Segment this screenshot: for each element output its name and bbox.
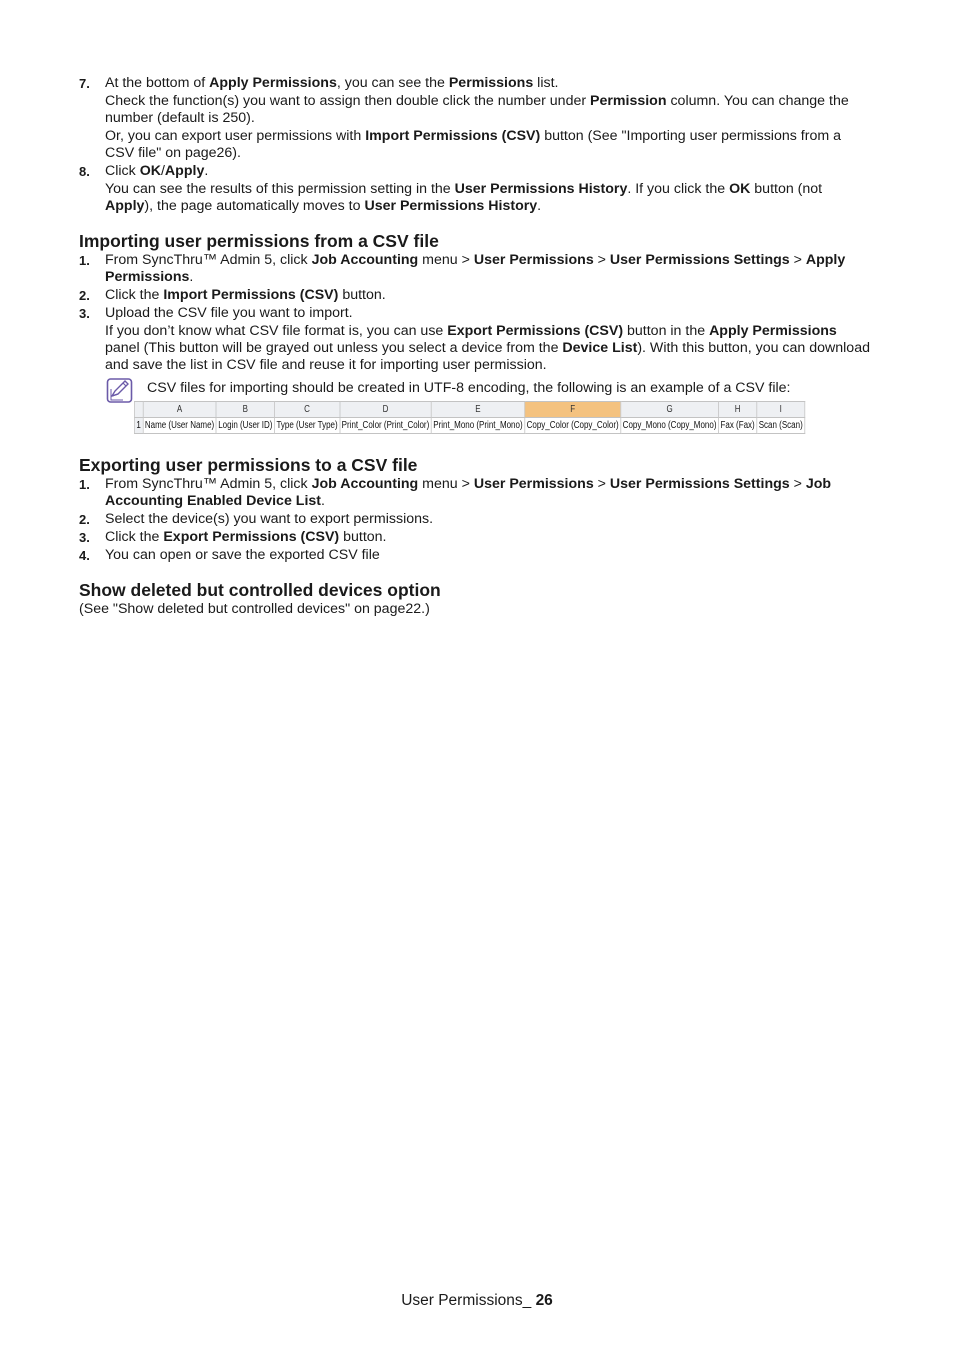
footer-section: User Permissions_ xyxy=(401,1292,536,1309)
bold-term: Apply Permissions xyxy=(209,75,337,91)
csv-column-header: H xyxy=(718,402,756,418)
page-footer xyxy=(0,1292,954,1310)
step-number: 1. xyxy=(79,253,90,268)
step-paragraph xyxy=(105,529,874,546)
deleted-devices-heading: Show deleted but controlled devices option xyxy=(79,580,441,600)
csv-cell: Scan (Scan) xyxy=(757,418,805,434)
bold-term: Import Permissions (CSV) xyxy=(365,128,541,144)
note-text: CSV files for importing should be created in UTF-8 encoding, the following is an example of a CSV file: xyxy=(147,380,791,396)
step-number: 3. xyxy=(79,306,90,321)
text-run: button (not xyxy=(750,181,823,197)
csv-column-header: E xyxy=(431,402,524,418)
bold-term: User Permissions xyxy=(473,252,594,268)
list-item xyxy=(79,163,874,215)
step-number: 1. xyxy=(79,477,90,492)
text-run: . If you click the xyxy=(627,181,730,197)
bold-term: Apply Permissions xyxy=(105,252,846,285)
text-run: You can see the results of this permission setting in the xyxy=(105,181,455,197)
bold-term: Device List xyxy=(562,340,638,356)
bold-term: User Permissions Settings xyxy=(609,252,790,268)
list-item xyxy=(79,547,874,564)
step-paragraph xyxy=(105,476,874,510)
csv-column-header-row xyxy=(134,402,804,418)
apply-permissions-steps xyxy=(79,75,874,215)
text-run: Or, you can export user permissions with xyxy=(105,128,366,144)
csv-cell: Name (User Name) xyxy=(143,418,216,434)
text-run: / xyxy=(160,163,165,179)
text-run: > xyxy=(789,252,806,268)
text-run: > xyxy=(593,476,610,492)
step-paragraph xyxy=(105,511,874,528)
bold-term: Import Permissions (CSV) xyxy=(163,287,339,303)
note-pencil-icon xyxy=(106,376,134,404)
page-number: 26 xyxy=(535,1292,553,1309)
csv-column-header: I xyxy=(757,402,805,418)
list-item xyxy=(79,476,874,510)
bold-term: Job Accounting xyxy=(311,476,419,492)
csv-column-header: G xyxy=(621,402,719,418)
deleted-devices-reference: (See "Show deleted but controlled devices" on page22.) xyxy=(79,601,430,617)
text-run: button (See "Importing user permissions from a CSV file" on page26). xyxy=(105,128,841,161)
text-run: Click xyxy=(105,163,140,179)
bold-term: Export Permissions (CSV) xyxy=(447,323,624,339)
import-heading: Importing user permissions from a CSV file xyxy=(79,231,439,251)
csv-cell: Print_Mono (Print_Mono) xyxy=(431,418,524,434)
bold-term: Job Accounting xyxy=(311,252,419,268)
step-number: 7. xyxy=(79,76,90,91)
step-number: 2. xyxy=(79,512,90,527)
step-paragraph xyxy=(105,323,874,374)
list-item xyxy=(79,252,874,286)
csv-cell: Copy_Mono (Copy_Mono) xyxy=(621,418,719,434)
bold-term: Apply xyxy=(105,198,145,214)
csv-column-header: D xyxy=(340,402,432,418)
bold-term: Export Permissions (CSV) xyxy=(163,529,340,545)
csv-example-table xyxy=(134,401,805,434)
bold-term: Apply xyxy=(164,163,205,179)
csv-data-row xyxy=(134,418,804,434)
text-run: menu > xyxy=(418,476,474,492)
csv-column-header: F xyxy=(525,402,621,418)
step-number: 4. xyxy=(79,548,90,563)
csv-column-header: B xyxy=(216,402,274,418)
text-run: If you don’t know what CSV file format is, you can use xyxy=(105,323,448,339)
list-item xyxy=(79,529,874,546)
list-item xyxy=(79,287,874,304)
note-block xyxy=(79,380,874,397)
bold-term: User Permissions History xyxy=(454,181,628,197)
text-run: Click the xyxy=(105,529,164,545)
step-paragraph xyxy=(105,305,874,322)
text-run: ). With this button, you can download and save the list in CSV file and reuse it for importing user permission. xyxy=(105,340,870,373)
csv-column-header: C xyxy=(274,402,339,418)
bold-term: Job Accounting Enabled Device List xyxy=(105,476,832,509)
text-run: Click the xyxy=(105,287,164,303)
export-heading: Exporting user permissions to a CSV file xyxy=(79,455,418,475)
step-paragraph xyxy=(105,181,874,215)
step-paragraph xyxy=(105,128,874,162)
text-run: . xyxy=(537,198,542,214)
step-number: 8. xyxy=(79,164,90,179)
text-run: button. xyxy=(339,529,387,545)
text-run: ), the page automatically moves to xyxy=(144,198,365,214)
bold-term: OK xyxy=(729,181,751,197)
csv-column-header: A xyxy=(143,402,216,418)
text-run: You can open or save the exported CSV file xyxy=(105,547,380,563)
bold-term: User Permissions Settings xyxy=(609,476,790,492)
bold-term: Apply Permissions xyxy=(709,323,837,339)
text-run: button. xyxy=(338,287,386,303)
text-run: Select the device(s) you want to export permissions. xyxy=(105,511,434,527)
text-run: button in the xyxy=(623,323,710,339)
step-paragraph xyxy=(105,93,874,127)
list-item xyxy=(79,75,874,162)
step-paragraph xyxy=(105,287,874,304)
text-run: , you can see the xyxy=(336,75,449,91)
page-content xyxy=(79,75,874,618)
csv-cell: Copy_Color (Copy_Color) xyxy=(525,418,621,434)
text-run: . xyxy=(321,493,325,509)
text-run: > xyxy=(593,252,610,268)
text-run: menu > xyxy=(418,252,474,268)
text-run: From SyncThru™ Admin 5, click xyxy=(105,476,312,492)
text-run: From SyncThru™ Admin 5, click xyxy=(105,252,312,268)
text-run: Check the function(s) you want to assign then double click the number under xyxy=(105,93,591,109)
export-steps xyxy=(79,476,874,564)
step-number: 3. xyxy=(79,530,90,545)
list-item xyxy=(79,305,874,374)
csv-cell: Fax (Fax) xyxy=(718,418,756,434)
text-run: > xyxy=(789,476,806,492)
bold-term: User Permissions History xyxy=(364,198,538,214)
step-paragraph xyxy=(105,547,874,564)
csv-cell: Type (User Type) xyxy=(274,418,339,434)
csv-cell: Login (User ID) xyxy=(216,418,274,434)
text-run: Upload the CSV file you want to import. xyxy=(105,305,353,321)
bold-term: OK xyxy=(139,163,161,179)
step-paragraph xyxy=(105,163,874,180)
text-run: At the bottom of xyxy=(105,75,210,91)
text-run: panel (This button will be grayed out unless you select a device from the xyxy=(105,340,563,356)
list-item xyxy=(79,511,874,528)
step-paragraph xyxy=(105,252,874,286)
bold-term: Permissions xyxy=(448,75,534,91)
csv-cell: Print_Color (Print_Color) xyxy=(340,418,432,434)
bold-term: Permission xyxy=(590,93,667,109)
csv-corner-cell xyxy=(134,402,142,418)
text-run: list. xyxy=(533,75,559,91)
step-paragraph xyxy=(105,75,874,92)
csv-row-number: 1 xyxy=(134,418,142,434)
import-steps xyxy=(79,252,874,374)
text-run: . xyxy=(189,269,194,285)
text-run: . xyxy=(204,163,209,179)
bold-term: User Permissions xyxy=(473,476,594,492)
text-run: column. You can change the number (default is 250). xyxy=(105,93,849,126)
step-number: 2. xyxy=(79,288,90,303)
